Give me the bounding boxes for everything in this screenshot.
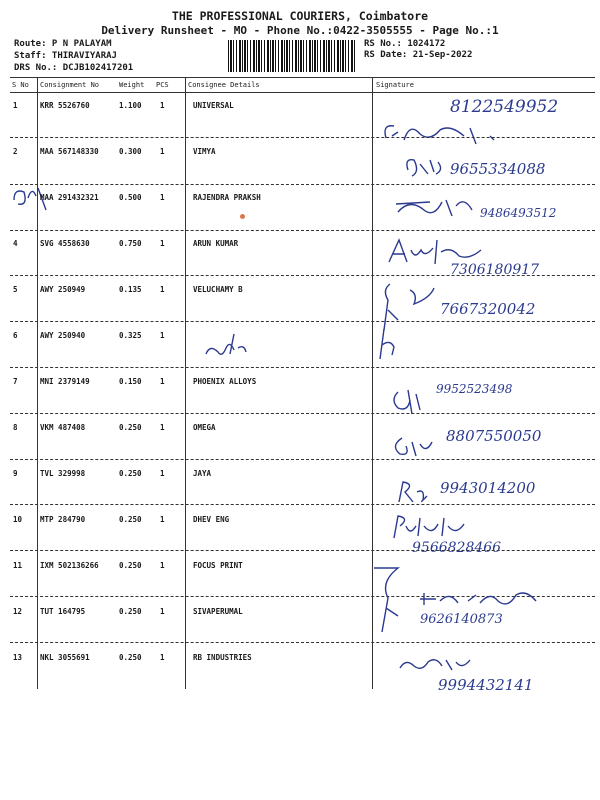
row-sno: 6 — [13, 331, 18, 340]
row-consignee: DHEV ENG — [193, 515, 230, 524]
row-sno: 5 — [13, 285, 18, 294]
handwritten-signature — [370, 325, 410, 365]
row-consignment: IXM 502136266 — [40, 561, 99, 570]
row-consignment: TVL 329998 — [40, 469, 86, 478]
row-sno: 11 — [13, 561, 23, 570]
row-separator — [10, 321, 595, 322]
row-consignee: VIMYA — [193, 147, 216, 156]
row-weight: 0.325 — [119, 331, 142, 340]
table-header-border — [10, 92, 595, 93]
row-sno: 13 — [13, 653, 23, 662]
row-pcs: 1 — [160, 377, 165, 386]
row-sno: 2 — [13, 147, 18, 156]
row-pcs: 1 — [160, 423, 165, 432]
row-consignee: PHOENIX ALLOYS — [193, 377, 257, 386]
row-weight: 1.100 — [119, 101, 142, 110]
row-consignee: UNIVERSAL — [193, 101, 234, 110]
row-pcs: 1 — [160, 239, 165, 248]
handwritten-signature — [380, 118, 520, 148]
row-consignment: KRR 5526760 — [40, 101, 90, 110]
signature-phone: 9626140873 — [420, 612, 503, 627]
row-pcs: 1 — [160, 147, 165, 156]
row-consignee: VELUCHAMY B — [193, 285, 243, 294]
row-consignee: FOCUS PRINT — [193, 561, 243, 570]
row-sno: 1 — [13, 101, 18, 110]
rs-number: RS No.: 1024172 — [364, 39, 446, 49]
route-label: Route: P N PALAYAM — [14, 39, 112, 49]
staff-label: Staff: THIRAVIYARAJ — [14, 51, 117, 61]
row-consignee: OMEGA — [193, 423, 216, 432]
row-separator — [10, 550, 595, 551]
row-separator — [10, 367, 595, 368]
row-pcs: 1 — [160, 561, 165, 570]
row-weight: 0.135 — [119, 285, 142, 294]
row-consignee: SIVAPERUMAL — [193, 607, 243, 616]
column-header-consignment: Consignment No — [40, 81, 100, 89]
row-pcs: 1 — [160, 285, 165, 294]
row-weight: 0.250 — [119, 515, 142, 524]
row-separator — [10, 459, 595, 460]
row-weight: 0.500 — [119, 193, 142, 202]
row-sno: 4 — [13, 239, 18, 248]
row-consignment: AWY 250940 — [40, 331, 86, 340]
row-consignment: AWY 250949 — [40, 285, 86, 294]
signature-phone: 8122549952 — [450, 97, 559, 117]
row-consignment: VKM 487408 — [40, 423, 86, 432]
row-consignment: MTP 284790 — [40, 515, 86, 524]
ink-dot — [240, 214, 245, 219]
signature-phone: 9486493512 — [480, 206, 557, 220]
handwritten-signature — [200, 330, 250, 364]
handwritten-signature — [416, 585, 556, 613]
row-consignee: ARUN KUMAR — [193, 239, 239, 248]
row-pcs: 1 — [160, 515, 165, 524]
row-pcs: 1 — [160, 193, 165, 202]
signature-phone: 9952523498 — [436, 382, 513, 396]
row-weight: 0.150 — [119, 377, 142, 386]
row-consignee: RB INDUSTRIES — [193, 653, 252, 662]
row-consignment: SVG 4558630 — [40, 239, 90, 248]
row-separator — [10, 504, 595, 505]
column-header-pcs: PCS — [156, 81, 169, 89]
row-weight: 0.250 — [119, 423, 142, 432]
row-consignee: RAJENDRA PRAKSH — [193, 193, 261, 202]
row-weight: 0.300 — [119, 147, 142, 156]
signature-phone: 9943014200 — [440, 479, 536, 497]
signature-phone: 9655334088 — [450, 160, 546, 178]
row-weight: 0.250 — [119, 653, 142, 662]
row-consignment: MAA 291432321 — [40, 193, 99, 202]
column-header-consignee: Consignee Details — [188, 81, 260, 89]
row-separator — [10, 184, 595, 185]
row-separator — [10, 230, 595, 231]
signature-phone: 7306180917 — [450, 262, 540, 278]
column-divider — [37, 77, 38, 689]
barcode-image — [228, 40, 356, 72]
handwritten-signature — [388, 512, 478, 542]
row-sno: 10 — [13, 515, 23, 524]
row-consignee: JAYA — [193, 469, 212, 478]
drs-label: DRS No.: DCJB102417201 — [14, 63, 134, 73]
row-sno: 12 — [13, 607, 23, 616]
signature-phone: 8807550050 — [446, 427, 542, 445]
row-pcs: 1 — [160, 469, 165, 478]
column-header-weight: Weight — [119, 81, 145, 89]
column-divider — [185, 77, 186, 689]
handwritten-signature — [400, 150, 450, 180]
row-pcs: 1 — [160, 607, 165, 616]
row-sno: 9 — [13, 469, 18, 478]
signature-phone: 9566828466 — [412, 540, 502, 556]
row-consignment: NKL 3055691 — [40, 653, 90, 662]
handwritten-signature — [388, 432, 438, 462]
row-pcs: 1 — [160, 331, 165, 340]
row-separator — [10, 642, 595, 643]
row-pcs: 1 — [160, 653, 165, 662]
signature-phone: 9994432141 — [438, 676, 534, 694]
row-separator — [10, 275, 595, 276]
handwritten-signature — [396, 652, 476, 676]
signature-phone: 7667320042 — [440, 300, 536, 318]
row-separator — [10, 413, 595, 414]
row-consignment: MAA 567148330 — [40, 147, 99, 156]
row-pcs: 1 — [160, 101, 165, 110]
handwritten-signature — [368, 562, 408, 642]
runsheet-subtitle: Delivery Runsheet - MO - Phone No.:0422-3505555 - Page No.:1 — [101, 24, 499, 37]
column-header-sno: S No — [12, 81, 29, 89]
row-separator — [10, 137, 595, 138]
column-header-signature: Signature — [376, 81, 414, 89]
row-weight: 0.250 — [119, 607, 142, 616]
row-weight: 0.250 — [119, 561, 142, 570]
company-title: THE PROFESSIONAL COURIERS, Coimbatore — [171, 9, 429, 23]
handwritten-signature — [393, 478, 433, 506]
row-consignment: MNI 2379149 — [40, 377, 90, 386]
row-sno: 7 — [13, 377, 18, 386]
row-weight: 0.250 — [119, 469, 142, 478]
table-top-border — [10, 77, 595, 78]
handwritten-signature — [390, 192, 490, 222]
row-sno: 8 — [13, 423, 18, 432]
row-weight: 0.750 — [119, 239, 142, 248]
rs-date: RS Date: 21-Sep-2022 — [364, 50, 473, 60]
row-consignment: TUT 164795 — [40, 607, 86, 616]
